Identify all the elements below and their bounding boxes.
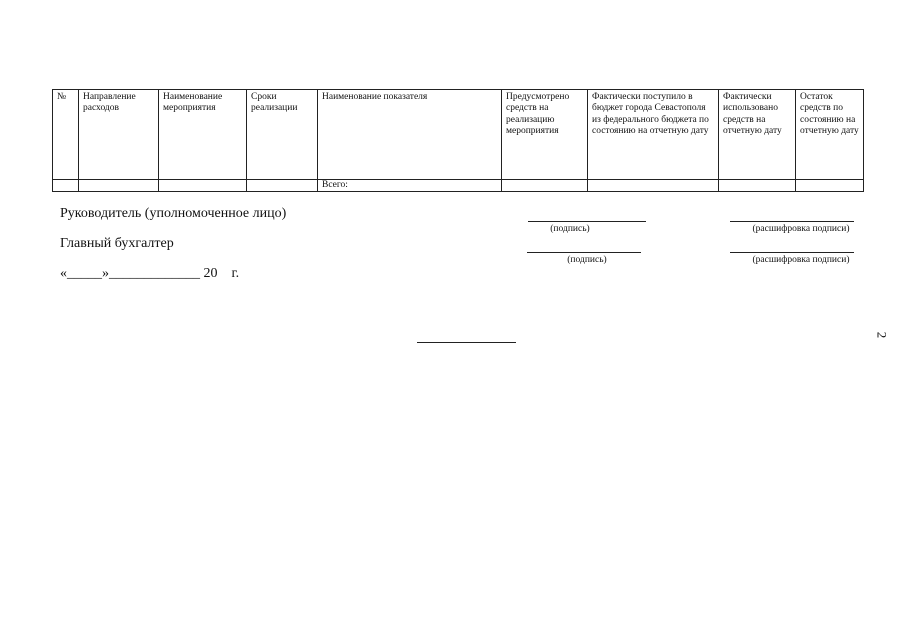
- total-label: Всего:: [318, 180, 502, 192]
- col-header-used: Фактически использовано средств на отчетную дату: [719, 90, 796, 180]
- col-header-event-name: Наименование мероприятия: [159, 90, 247, 180]
- col-header-remainder: Остаток средств по состоянию на отчетную дату: [796, 90, 864, 180]
- table-row-total: [53, 180, 864, 192]
- col-header-planned: Предусмотрено средств на реализацию мероприятия: [502, 90, 588, 180]
- col-header-direction: Направление расходов: [79, 90, 159, 180]
- accountant-signature-line: [527, 252, 641, 253]
- col-header-indicator: Наименование показателя: [318, 90, 502, 180]
- table-header-row: [53, 90, 864, 180]
- report-table: [52, 89, 864, 192]
- accountant-decoding-line: [730, 252, 854, 253]
- head-signature-caption: (подпись): [550, 224, 590, 234]
- col-header-received: Фактически поступило в бюджет города Севастополя из федерального бюджета по состоянию на отчетную дату: [588, 90, 719, 180]
- head-signature-line: [528, 221, 646, 222]
- table-cell: [502, 180, 588, 192]
- table-cell: [247, 180, 318, 192]
- accountant-decoding-caption: (расшифровка подписи): [752, 255, 850, 265]
- accountant-signature-caption: (подпись): [567, 255, 607, 265]
- accountant-label: Главный бухгалтер: [60, 236, 174, 251]
- table-cell: [79, 180, 159, 192]
- table-cell: [796, 180, 864, 192]
- date-line: «_____»_____________ 20 г.: [60, 266, 240, 281]
- table-cell: [159, 180, 247, 192]
- table-cell: [588, 180, 719, 192]
- footer-separator: [417, 342, 516, 343]
- col-header-number: №: [53, 90, 79, 180]
- table-cell: [53, 180, 79, 192]
- col-header-period: Сроки реализации: [247, 90, 318, 180]
- head-label: Руководитель (уполномоченное лицо): [60, 206, 287, 221]
- page-number: 2: [874, 331, 890, 339]
- head-decoding-line: [730, 221, 854, 222]
- head-decoding-caption: (расшифровка подписи): [752, 224, 850, 234]
- table-cell: [719, 180, 796, 192]
